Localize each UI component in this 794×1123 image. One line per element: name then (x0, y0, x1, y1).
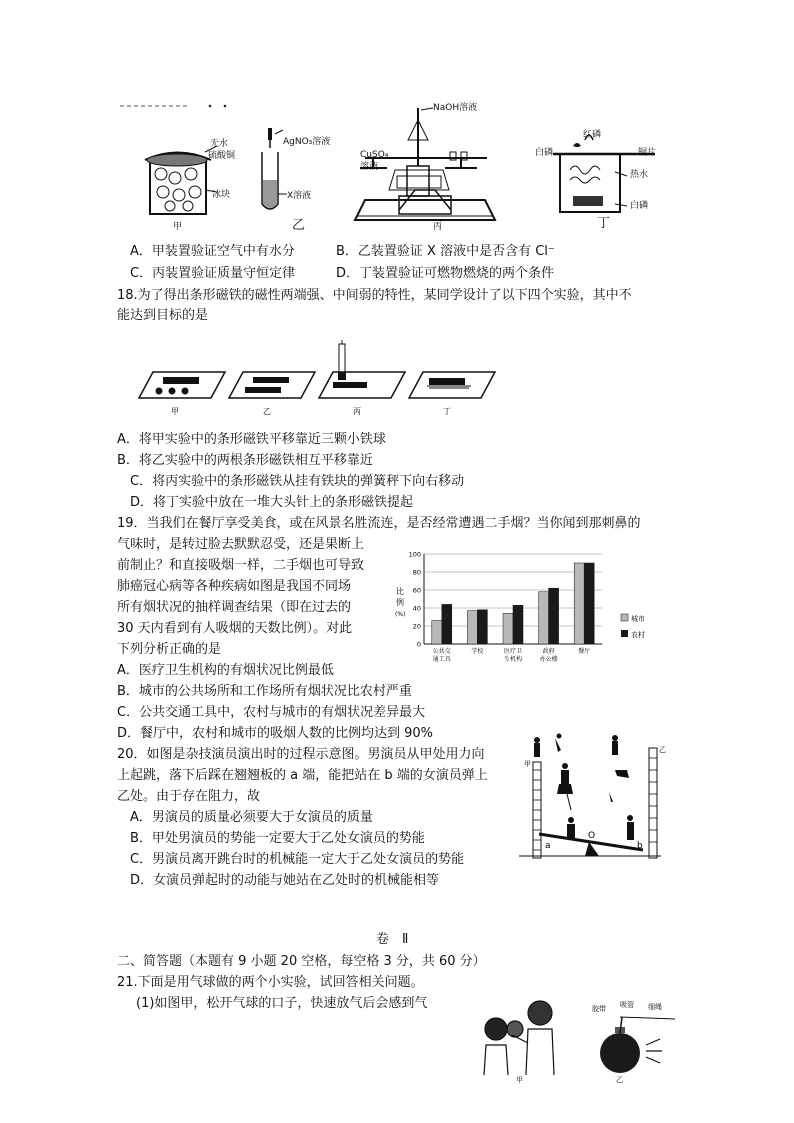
chart-ytick-label: 20 (412, 622, 421, 631)
q21-sub1: (1)如图甲，松开气球的口子，快速放气后会感到气 (136, 996, 428, 1011)
q20-option-b: B．甲处男演员的势能一定要大于乙处女演员的势能 (130, 831, 425, 846)
ding-red-p-label: 红磷 (583, 130, 602, 140)
balloon-label-rubber-band: 胶带 (592, 1005, 606, 1013)
jia-beaker-icon (145, 146, 217, 214)
q18-magnet-figure (135, 340, 495, 420)
q17-option-d: D．丁装置验证可燃物燃烧的两个条件 (336, 266, 555, 281)
q19-option-d: D．餐厅中，农村和城市的吸烟人数的比例均达到 90% (117, 726, 434, 741)
legend-swatch-rural (621, 630, 628, 637)
chart-ytick-label: 40 (412, 604, 421, 613)
balloon-label-straw: 吸管 (620, 1001, 634, 1009)
q17-option-a: A．甲装置验证空气中有水分 (130, 244, 295, 259)
bing-label: 丙 (433, 222, 443, 232)
balloon-label-jia: 甲 (516, 1076, 523, 1084)
seesaw-label-jia: 甲 (524, 760, 531, 768)
chart-ylabel-char-3: (%) (395, 611, 406, 618)
jia-ice-label: 冰块 (212, 190, 231, 200)
magnet-bing-icon (319, 340, 405, 398)
balloon-figure (470, 995, 690, 1085)
acrobat-figures-icon (534, 734, 634, 841)
seesaw-label-a: a (545, 841, 551, 851)
seesaw-label-b: b (637, 841, 643, 851)
jia-anhydrous-label: 无水 (210, 139, 229, 149)
chart-xtick-label: 政府 (542, 648, 555, 655)
chart-xtick-label: 公共交 (432, 648, 451, 655)
chart-bar-city (574, 563, 584, 644)
chart-xtick-label: 医疗卫 (503, 648, 523, 655)
chart-bar-rural (442, 604, 452, 644)
legend-swatch-city (621, 614, 628, 621)
chart-bar-city (467, 611, 477, 644)
chart-ytick-label: 60 (412, 586, 421, 595)
ding-copper-label: 铜片 (638, 148, 657, 158)
chart-xtick-label: 餐厅 (578, 648, 591, 655)
jia-label: 甲 (173, 222, 183, 232)
q19-stem-line2: 气味时，是转过脸去默默忍受，还是果断上 (117, 537, 365, 552)
chart-ylabel-char-2: 例 (396, 598, 404, 607)
children-with-balloon-icon (484, 1001, 554, 1075)
chart-bar-city (432, 621, 442, 644)
magnet-label-ding: 丁 (443, 407, 451, 416)
yi-agno3-label: AgNO₃溶液 (283, 137, 331, 147)
q19-option-b: B．城市的公共场所和工作场所有烟状况比农村严重 (117, 684, 412, 699)
jia-cuso4-label: 硫酸铜 (208, 151, 236, 161)
chart-ytick-label: 80 (412, 568, 421, 577)
q20-option-a: A．男演员的质量必须要大于女演员的质量 (130, 810, 373, 825)
balloon-label-string: 细绳 (648, 1003, 662, 1011)
chart-bar-rural (513, 605, 523, 644)
magnet-label-yi: 乙 (263, 407, 271, 416)
magnet-label-bing: 丙 (353, 407, 361, 416)
q20-stem-line1: 20．如图是杂技演员演出时的过程示意图。男演员从甲处用力向 (117, 747, 485, 762)
chart-xtick-label: 通工具 (432, 656, 451, 663)
balloon-rocket-icon (600, 1017, 675, 1073)
bing-naoh-label: NaOH溶液 (433, 103, 478, 113)
q20-stem-line2: 上起跳，落下后踩在翘翘板的 a 端，能把站在 b 端的女演员弹上 (117, 768, 488, 783)
chart-ylabel-char-1: 比 (396, 587, 404, 596)
seesaw-label-o: O (588, 831, 596, 841)
ding-label: 丁 (597, 216, 611, 231)
yi-x-label: X溶液 (287, 191, 312, 201)
volume-title: 卷 Ⅱ (376, 932, 409, 947)
bing-solution-label: 溶液 (360, 162, 379, 172)
q21-stem: 21.下面是用气球做的两个小实验，试回答相关问题。 (117, 975, 424, 990)
bing-cuso4-label: CuSO₄ (360, 150, 389, 160)
q18-stem-line2: 能达到目标的是 (117, 308, 209, 323)
smoking-bar-chart (392, 548, 682, 670)
legend-label-rural: 农村 (631, 631, 645, 639)
q19-stem-line5: 所有烟状况的抽样调查结果（即在过去的 (117, 600, 352, 615)
q19-stem-line4: 肺癌冠心病等各种疾病如图是我国不同场 (117, 579, 352, 594)
legend-label-city: 城市 (631, 615, 645, 623)
q17-option-b: B．乙装置验证 X 溶液中是否含有 Cl⁻ (336, 244, 555, 259)
chart-bar-city (503, 613, 513, 644)
chart-legend (621, 614, 645, 639)
chart-bar-rural (584, 563, 594, 644)
q19-stem-line7: 下列分析正确的是 (117, 642, 222, 657)
magnet-yi-icon (229, 372, 315, 398)
ding-hot-water-label: 热水 (630, 170, 649, 180)
q19-stem-line6: 30 天内看到有人吸烟的天数比例）。对此 (117, 621, 353, 636)
q19-stem-line1: 19．当我们在餐厅享受美食，或在风景名胜流连，是否经常遭遇二手烟？当你闻到那刺鼻的 (117, 516, 641, 531)
ding-white-p-left-label: 白磷 (535, 148, 554, 158)
q18-option-b: B．将乙实验中的两根条形磁铁相互平移靠近 (117, 453, 373, 468)
q18-option-c: C．将丙实验中的条形磁铁从挂有铁块的弹簧秤下向右移动 (130, 474, 465, 489)
chart-bar-rural (549, 588, 559, 644)
seesaw-label-yi: 乙 (659, 746, 666, 754)
chart-ytick-label: 0 (416, 640, 421, 649)
q17-option-c: C．丙装置验证质量守恒定律 (130, 266, 296, 281)
q18-option-d: D．将丁实验中放在一堆大头针上的条形磁铁提起 (130, 495, 414, 510)
chart-xtick-label: 学校 (471, 648, 484, 655)
magnet-label-jia: 甲 (171, 407, 179, 416)
q20-option-c: C．男演员离开跳台时的机械能一定大于乙处女演员的势能 (130, 852, 465, 867)
chart-ytick-label: 100 (408, 550, 421, 559)
magnet-jia-icon (139, 372, 225, 398)
ding-white-p-bottom-label: 白磷 (630, 201, 649, 211)
chart-xtick-label: 办公楼 (539, 656, 558, 663)
q19-option-c: C．公共交通工具中，农村与城市的有烟状况差异最大 (117, 705, 426, 720)
acrobat-seesaw-figure (515, 730, 665, 860)
chart-bar-city (539, 592, 549, 644)
section-heading: 二、简答题（本题有 9 小题 20 空格，每空格 3 分，共 60 分） (117, 954, 486, 969)
q20-option-d: D．女演员弹起时的动能与她站在乙处时的机械能相等 (130, 873, 440, 888)
q20-stem-line3: 乙处。由于存在阻力，故 (117, 789, 261, 804)
yi-label: 乙 (292, 218, 306, 233)
balloon-label-yi: 乙 (616, 1076, 623, 1084)
chart-bar-rural (477, 610, 487, 644)
q18-stem-line1: 18.为了得出条形磁铁的磁性两端强、中间弱的特性，某同学设计了以下四个实验，其中不 (117, 288, 632, 303)
q19-stem-line3: 前制止？和直接吸烟一样，二手烟也可导致 (117, 558, 365, 573)
magnet-ding-icon (409, 372, 495, 398)
chart-xtick-label: 生机构 (503, 656, 523, 663)
q19-option-a: A．医疗卫生机构的有烟状况比例最低 (117, 663, 334, 678)
q18-option-a: A．将甲实验中的条形磁铁平移靠近三颗小铁球 (117, 432, 386, 447)
